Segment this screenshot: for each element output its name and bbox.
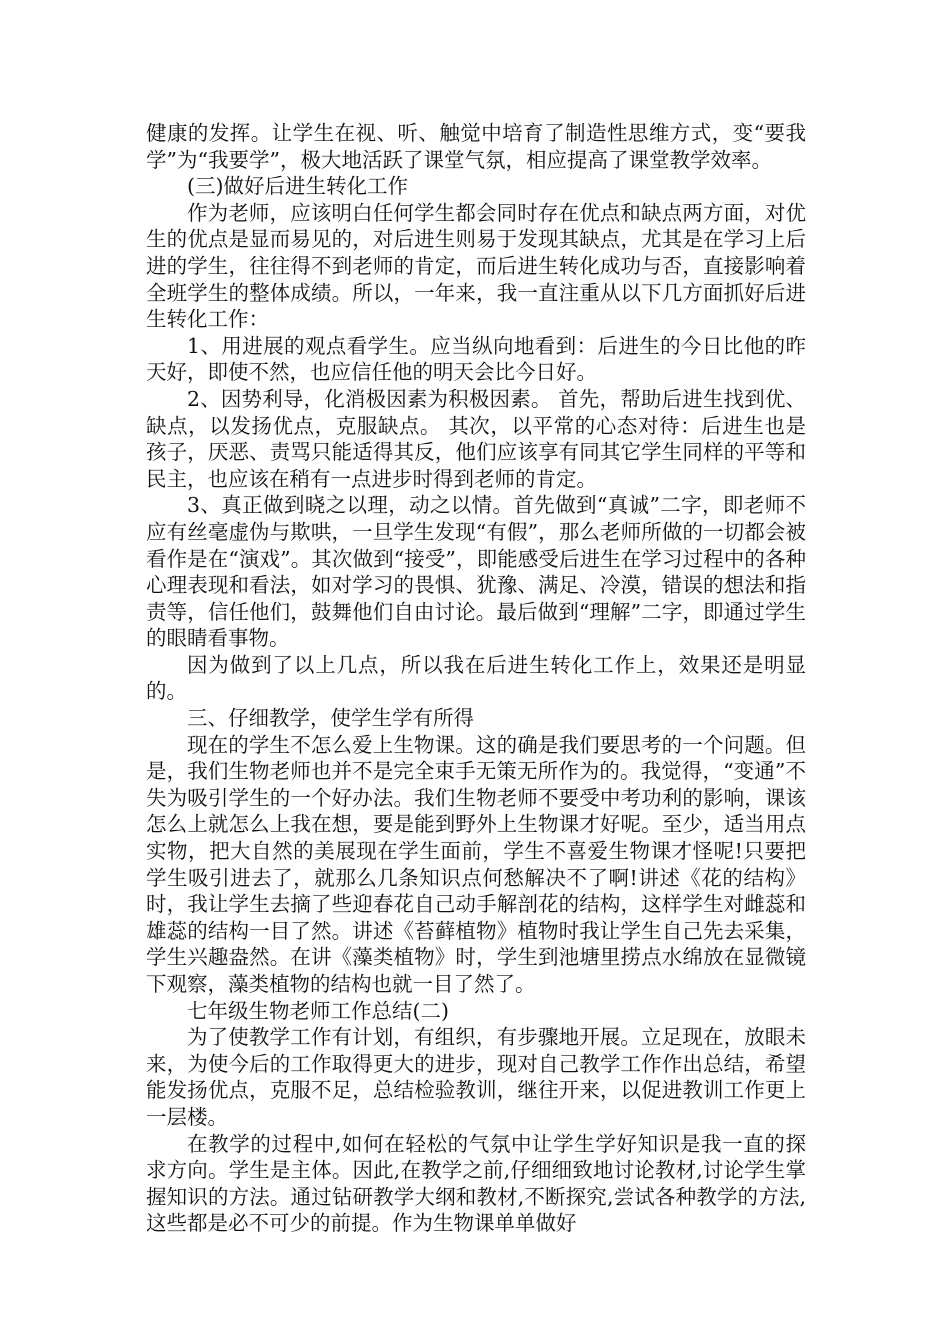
section-heading-backward-students: (三)做好后进生转化工作 [187,174,408,199]
paragraph-point-2: 2、因势利导，化消极因素为积极因素。 首先，帮助后进生找到优、缺点，以发扬优点，克服缺点。 其次，以平常的心态对待：后进生也是孩子，厌恶、责骂只能适得其反，他们应该享有同其它学生同样的平等和民主，也应该在稍有一点进步时得到老师的肯定。 [146,386,806,491]
paragraph-point-1: 1、用进展的观点看学生。应当纵向地看到：后进生的今日比他的昨天好，即使不然，也应信任他的明天会比今日好。 [146,333,806,385]
paragraph-biology-class: 现在的学生不怎么爱上生物课。这的确是我们要思考的一个问题。但是，我们生物老师也并不是完全束手无策无所作为的。我觉得，“变通”不失为吸引学生的一个好办法。我们生物老师不要受中考功利的影响，课该怎么上就怎么上我在想，要是能到野外上生物课才好呢。至少，适当用点实物，把大自然的美展现在学生面前，学生不喜爱生物课才怪呢!只要把学生吸引进去了，就那么几条知识点何愁解决不了啊!讲述《花的结构》时，我让学生去摘了些迎春花自己动手解剖花的结构，这样学生对雌蕊和雄蕊的结构一目了然。讲述《苔藓植物》植物时我让学生自己先去采集，学生兴趣盎然。在讲《藻类植物》时，学生到池塘里捞点水绵放在显微镜下观察，藻类植物的结构也就一目了然了。 [146,732,806,996]
paragraph-plan: 为了使教学工作有计划，有组织，有步骤地开展。立足现在，放眼未来，为使今后的工作取得更大的进步，现对自己教学工作作出总结，希望能发扬优点，克服不足，总结检验教训，继往开来，以促进教训工作更上一层楼。 [146,1025,806,1129]
document-body [146,120,806,1237]
paragraph-continuation: 健康的发挥。让学生在视、听、触觉中培育了制造性思维方式，变“要我学”为“我要学”，极大地活跃了课堂气氛，相应提高了课堂教学效率。 [146,121,806,172]
section-heading-summary-two: 七年级生物老师工作总结(二) [187,998,449,1023]
section-heading-careful-teaching: 三、仔细教学，使学生学有所得 [187,706,474,731]
paragraph-result: 因为做到了以上几点，所以我在后进生转化工作上，效果还是明显的。 [146,652,806,704]
paragraph-teacher-role: 作为老师，应该明白任何学生都会同时存在优点和缺点两方面，对优生的优点是显而易见的，对后进生则易于发现其缺点，尤其是在学习上后进的学生，往往得不到老师的肯定，而后进生转化成功与否，直接影响着全班学生的整体成绩。所以，一年来，我一直注重从以下几方面抓好后进生转化工作： [146,200,806,332]
paragraph-point-3: 3、真正做到晓之以理，动之以情。首先做到“真诚”二字，即老师不应有丝毫虚伪与欺哄，一旦学生发现“有假”，那么老师所做的一切都会被看作是在“演戏”。其次做到“接受”，即能感受后进生在学习过程中的各种心理表现和看法，如对学习的畏惧、犹豫、满足、冷漠，错误的想法和指责等，信任他们，鼓舞他们自由讨论。最后做到“理解”二字，即通过学生的眼睛看事物。 [146,493,806,651]
paragraph-teaching-process: 在教学的过程中,如何在轻松的气氛中让学生学好知识是我一直的探求方向。学生是主体。因此,在教学之前,仔细细致地讨论教材,讨论学生掌握知识的方法。通过钻研教学大纲和教材,不断探究,尝试各种教学的方法,这些都是必不可少的前提。作为生物课单单做好 [146,1131,806,1236]
